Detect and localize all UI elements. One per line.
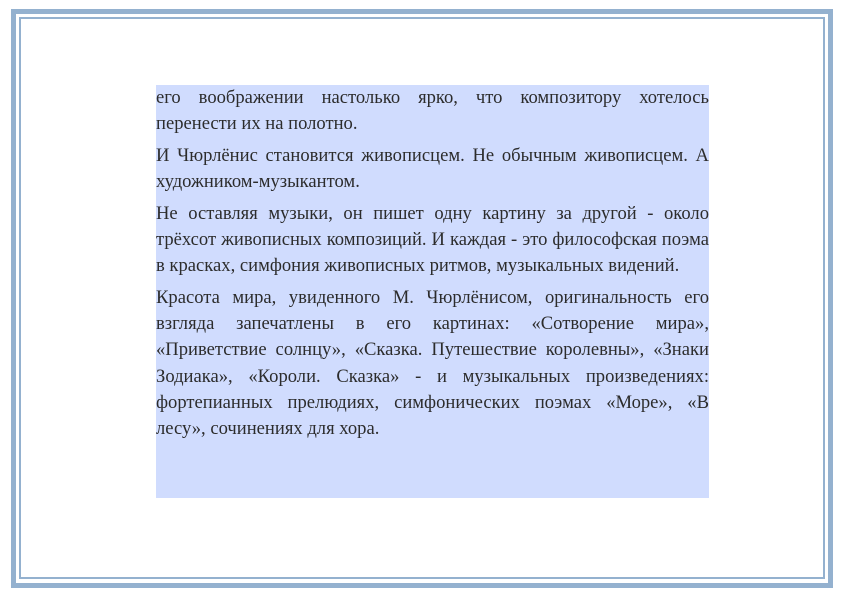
paragraph-1: его воображении настолько ярко, что композитору хотелось перенести их на полотно. [156,87,709,135]
paragraph-4: Красота мира, увиденного М. Чюрлёнисом, оригинальность его взгляда запечатлены в его картинах: «Сотворение мира», «Приветствие солнцу», «Сказка. Путешествие королевны», «Знаки Зодиака», «Короли. Сказка» - и музыкальных произведениях: фортепианных прелюдиях, симфонических поэмах «Море», «В лесу», сочинениях для хора. [156,286,709,439]
paragraph-3: Не оставляя музыки, он пишет одну картину за другой - около трёхсот живописных композиций. И каждая - это философская поэма в красках, симфония живописных ритмов, музыкальных видений. [156,202,709,277]
slide-text-block [156,85,709,498]
paragraph-2: И Чюрлёнис становится живописцем. Не обычным живописцем. А художником-музыкантом. [156,144,709,193]
